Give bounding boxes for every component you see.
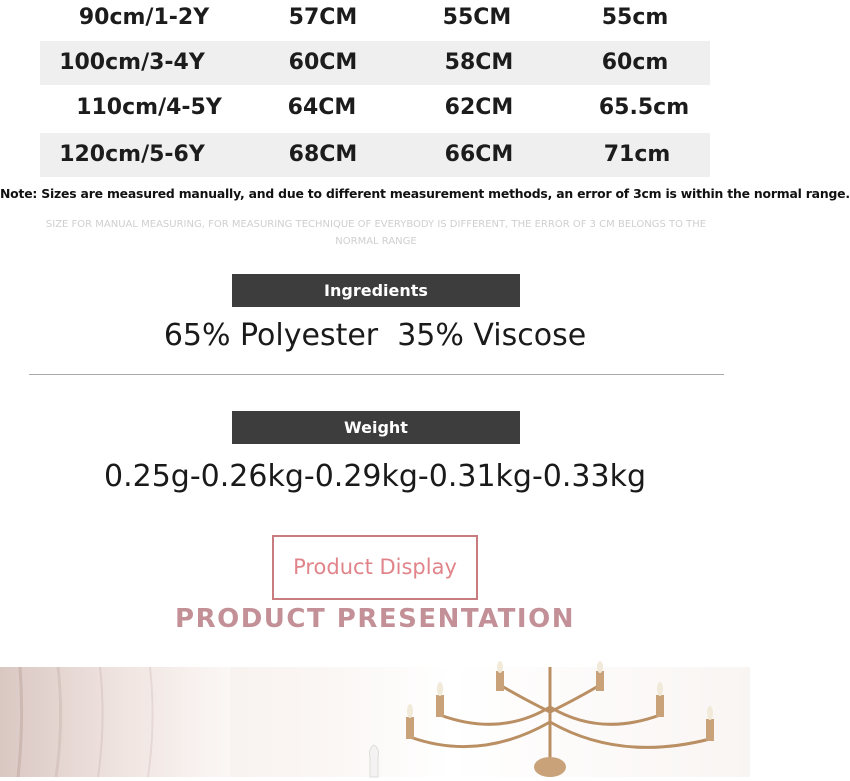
ingredients-value: 65% Polyester 35% Viscose — [163, 318, 587, 353]
product-display-label: Product Display — [293, 555, 457, 579]
size-cell: 90cm/1-2Y — [78, 5, 210, 30]
measurement-note-english: SIZE FOR MANUAL MEASURING, FOR MEASURING TECHNIQUE OF EVERYBODY IS DIFFERENT, THE ERROR OF 3 CM BELONGS TO THE NORMAL RANGE — [45, 219, 707, 247]
measure-cell: 68CM — [288, 142, 358, 167]
measure-cell: 58CM — [444, 50, 514, 75]
size-cell: 110cm/4-5Y — [76, 95, 222, 120]
measure-cell: 60cm — [601, 50, 669, 75]
measure-cell: 55cm — [601, 5, 669, 30]
measure-cell: 55CM — [442, 5, 512, 30]
weight-label: Weight — [232, 411, 520, 444]
measure-cell: 64CM — [287, 95, 357, 120]
product-presentation-heading: PRODUCT PRESENTATION — [175, 604, 575, 634]
table-row — [40, 41, 710, 85]
table-row — [40, 0, 710, 40]
table-row — [40, 86, 710, 130]
measure-cell: 65.5cm — [598, 95, 690, 120]
measure-cell: 57CM — [288, 5, 358, 30]
size-cell: 120cm/5-6Y — [59, 142, 205, 167]
product-display-button[interactable] — [272, 535, 478, 600]
measure-cell: 66CM — [444, 142, 514, 167]
measure-cell: 71cm — [603, 142, 671, 167]
table-row — [40, 133, 710, 177]
measure-cell: 60CM — [288, 50, 358, 75]
chandelier-photo-icon — [0, 667, 750, 777]
product-photo — [0, 667, 750, 777]
ingredients-label: Ingredients — [232, 274, 520, 307]
size-cell: 100cm/3-4Y — [59, 50, 205, 75]
measure-cell: 62CM — [444, 95, 514, 120]
section-divider — [29, 374, 724, 375]
weight-value: 0.25g-0.26kg-0.29kg-0.31kg-0.33kg — [104, 459, 646, 494]
measurement-note: Note: Sizes are measured manually, and due to different measurement methods, an error of 3cm is within the normal range. — [0, 186, 850, 201]
